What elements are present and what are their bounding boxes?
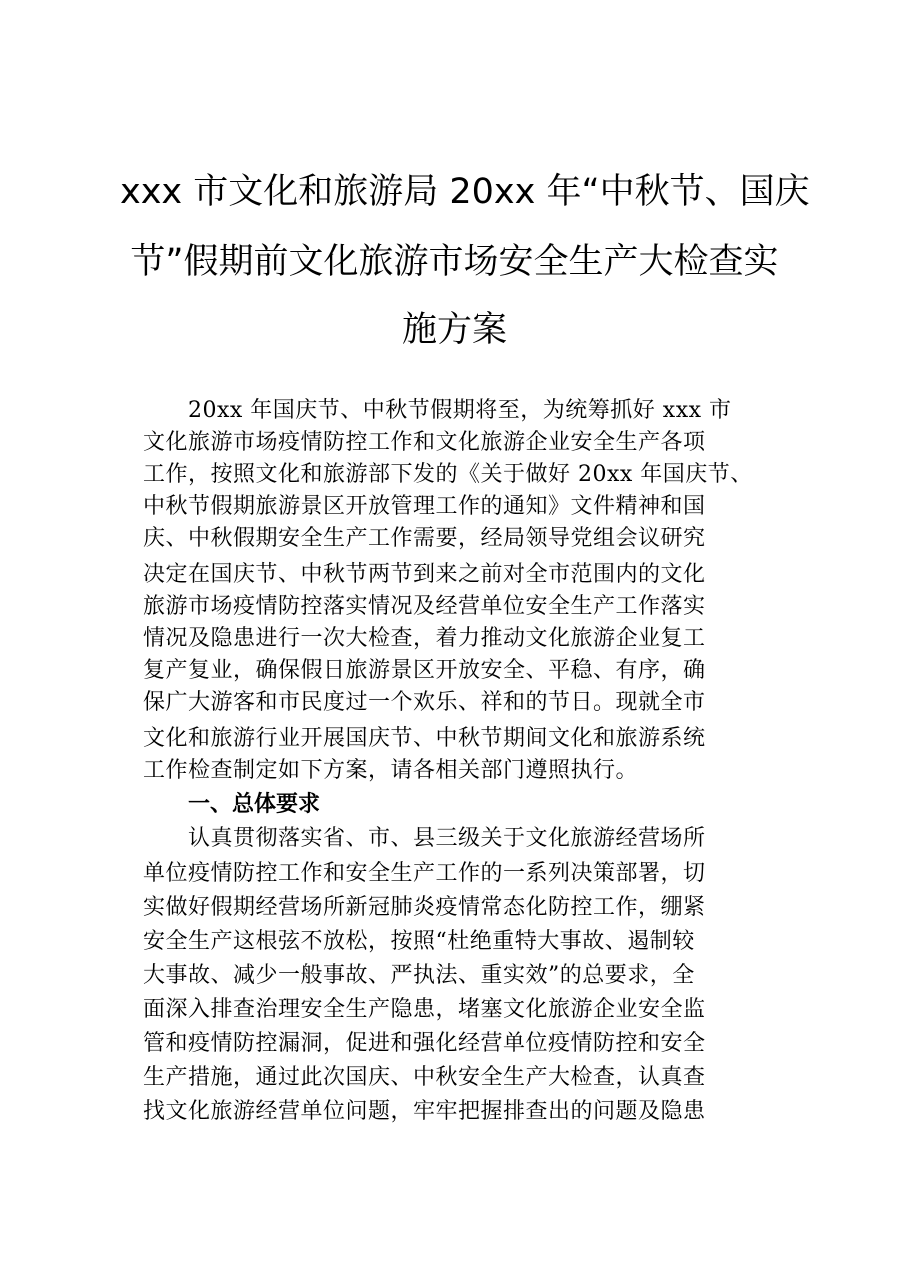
intro-paragraph-line: 文化和旅游行业开展国庆节、中秋节期间文化和旅游系统 xyxy=(143,726,706,751)
intro-paragraph-line: 工作，按照文化和旅游部下发的《关于做好 20xx 年国庆节、 xyxy=(143,462,753,487)
intro-paragraph-line: 庆、中秋假期安全生产工作需要，经局领导党组会议研究 xyxy=(143,526,706,551)
document-title-line-2: 节”假期前文化旅游市场安全生产大检查实 xyxy=(130,242,779,282)
section-paragraph-line: 面深入排查治理安全生产隐患，堵塞文化旅游企业安全监 xyxy=(143,997,706,1022)
section-paragraph-line: 管和疫情防控漏洞，促进和强化经营单位疫情防控和安全 xyxy=(143,1031,706,1056)
section-paragraph-line: 安全生产这根弦不放松，按照“杜绝重特大事故、遏制较 xyxy=(143,929,695,954)
intro-paragraph-line: 工作检查制定如下方案，请各相关部门遵照执行。 xyxy=(143,758,639,783)
intro-paragraph-line: 文化旅游市场疫情防控工作和文化旅游企业安全生产各项 xyxy=(143,430,706,455)
intro-paragraph-line: 中秋节假期旅游景区开放管理工作的通知》文件精神和国 xyxy=(143,494,706,519)
section-paragraph-line: 生产措施，通过此次国庆、中秋安全生产大检查，认真查 xyxy=(143,1065,706,1090)
section-paragraph-line: 单位疫情防控工作和安全生产工作的一系列决策部署，切 xyxy=(143,861,706,886)
intro-paragraph-line: 情况及隐患进行一次大检查，着力推动文化旅游企业复工 xyxy=(143,626,706,651)
intro-paragraph-line: 20xx 年国庆节、中秋节假期将至，为统筹抓好 xxx 市 xyxy=(188,398,732,423)
section-paragraph-line: 认真贯彻落实省、市、县三级关于文化旅游经营场所 xyxy=(188,826,706,851)
intro-paragraph-line: 决定在国庆节、中秋节两节到来之前对全市范围内的文化 xyxy=(143,562,706,587)
section-paragraph-line: 大事故、减少一般事故、严执法、重实效”的总要求，全 xyxy=(143,963,695,988)
section-heading: 一、总体要求 xyxy=(188,792,321,817)
intro-paragraph-line: 保广大游客和市民度过一个欢乐、祥和的节日。现就全市 xyxy=(143,690,706,715)
document-title-line-3: 施方案 xyxy=(401,310,507,350)
section-paragraph-line: 实做好假期经营场所新冠肺炎疫情常态化防控工作，绷紧 xyxy=(143,895,706,920)
intro-paragraph-line: 复产复业，确保假日旅游景区开放安全、平稳、有序，确 xyxy=(143,658,706,683)
document-title-line-1: xxx 市文化和旅游局 20xx 年“中秋节、国庆 xyxy=(120,172,810,212)
section-paragraph-line: 找文化旅游经营单位问题，牢牢把握排查出的问题及隐患 xyxy=(143,1099,706,1124)
intro-paragraph-line: 旅游市场疫情防控落实情况及经营单位安全生产工作落实 xyxy=(143,594,706,619)
